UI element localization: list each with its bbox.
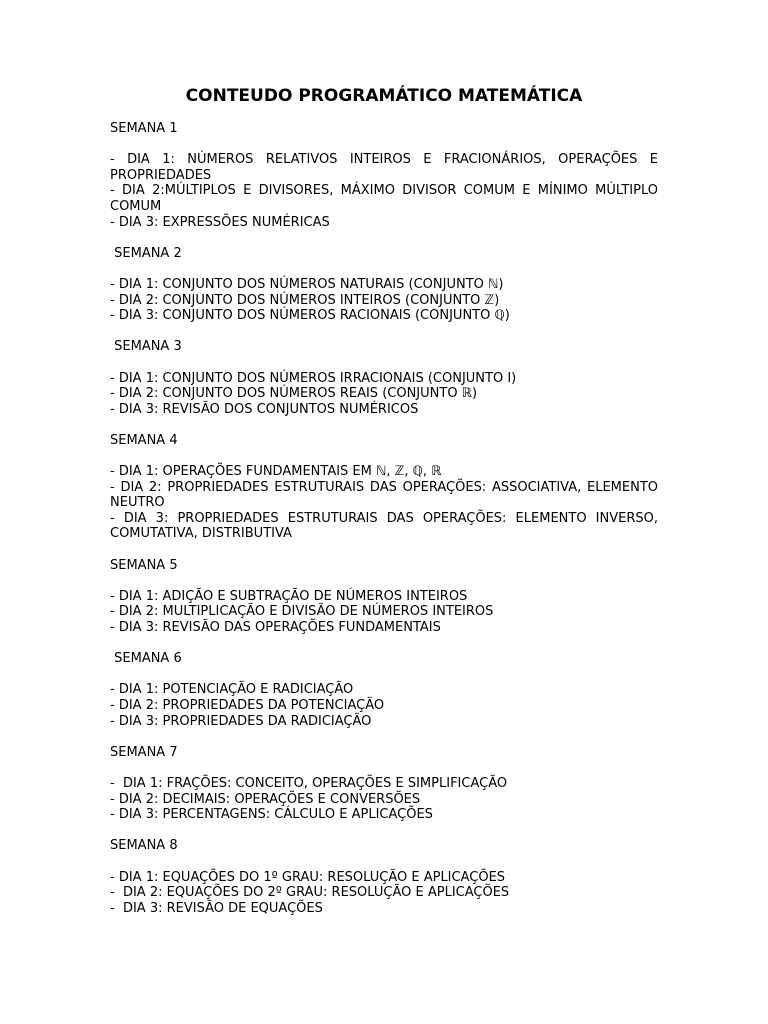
week-section-5 [110,558,658,636]
day-item: - DIA 1: NÚMEROS RELATIVOS INTEIROS E FRACIONÁRIOS, OPERAÇÕES E PROPRIEDADES [110,152,658,183]
week-section-2 [110,246,658,324]
day-item: - DIA 3: PROPRIEDADES DA RADICIAÇÃO [110,713,372,729]
day-item: - DIA 2: CONJUNTO DOS NÚMEROS INTEIROS (CONJUNTO ℤ) [110,292,500,308]
day-item: - DIA 1: OPERAÇÕES FUNDAMENTAIS EM ℕ, ℤ, ℚ, ℝ [110,464,442,480]
day-item: - DIA 3: REVISÃO DOS CONJUNTOS NUMÉRICOS [110,401,419,417]
week-section-8 [110,838,658,916]
week-section-1 [110,121,658,230]
week-section-4 [110,433,658,542]
day-item: - DIA 3: PROPRIEDADES ESTRUTURAIS DAS OPERAÇÕES: ELEMENTO INVERSO, COMUTATIVA, DISTRIBUTIVA [110,510,658,542]
week-section-3 [110,339,658,417]
week-heading: SEMANA 5 [110,557,178,573]
week-heading: SEMANA 3 [110,339,182,355]
week-section-7 [110,745,658,823]
day-item: - DIA 3: EXPRESSÕES NUMÉRICAS [110,214,330,230]
day-item: - DIA 3: CONJUNTO DOS NÚMEROS RACIONAIS (CONJUNTO ℚ) [110,308,510,324]
day-item: - DIA 2: PROPRIEDADES ESTRUTURAIS DAS OPERAÇÕES: ASSOCIATIVA, ELEMENTO NEUTRO [110,479,658,511]
week-heading: SEMANA 1 [110,121,178,136]
week-heading: SEMANA 2 [110,245,182,261]
week-section-6 [110,651,658,729]
day-item: - DIA 1: EQUAÇÕES DO 1º GRAU: RESOLUÇÃO E APLICAÇÕES [110,869,506,885]
day-item: - DIA 2: EQUAÇÕES DO 2º GRAU: RESOLUÇÃO E APLICAÇÕES [110,885,510,901]
day-item: - DIA 3: PERCENTAGENS: CÁLCULO E APLICAÇÕES [110,807,433,823]
day-item: - DIA 2: CONJUNTO DOS NÚMEROS REAIS (CONJUNTO ℝ) [110,386,478,402]
day-item: - DIA 2: MULTIPLICAÇÃO E DIVISÃO DE NÚMEROS INTEIROS [110,604,494,620]
day-item: - DIA 1: CONJUNTO DOS NÚMEROS NATURAIS (CONJUNTO ℕ) [110,276,504,292]
week-heading: SEMANA 7 [110,744,178,760]
week-heading: SEMANA 6 [110,651,182,667]
day-item: - DIA 2: PROPRIEDADES DA POTENCIAÇÃO [110,697,385,713]
day-item: - DIA 1: POTENCIAÇÃO E RADICIAÇÃO [110,682,354,698]
day-item: - DIA 1: FRAÇÕES: CONCEITO, OPERAÇÕES E SIMPLIFICAÇÃO [110,775,508,791]
day-item: - DIA 1: CONJUNTO DOS NÚMEROS IRRACIONAIS (CONJUNTO I) [110,370,517,386]
document-body [110,121,658,916]
day-item: - DIA 3: REVISÃO DAS OPERAÇÕES FUNDAMENTAIS [110,620,441,635]
day-item: - DIA 2:MÚLTIPLOS E DIVISORES, MÁXIMO DIVISOR COMUM E MÍNIMO MÚLTIPLO COMUM [110,183,658,214]
day-item: - DIA 1: ADIÇÃO E SUBTRAÇÃO DE NÚMEROS INTEIROS [110,588,468,604]
document-title: CONTEUDO PROGRAMÁTICO MATEMÁTICA [185,86,583,106]
day-item: - DIA 3: REVISÃO DE EQUAÇÕES [110,900,323,916]
week-heading: SEMANA 8 [110,838,178,854]
day-item: - DIA 2: DECIMAIS: OPERAÇÕES E CONVERSÕES [110,791,421,807]
week-heading: SEMANA 4 [110,432,178,448]
